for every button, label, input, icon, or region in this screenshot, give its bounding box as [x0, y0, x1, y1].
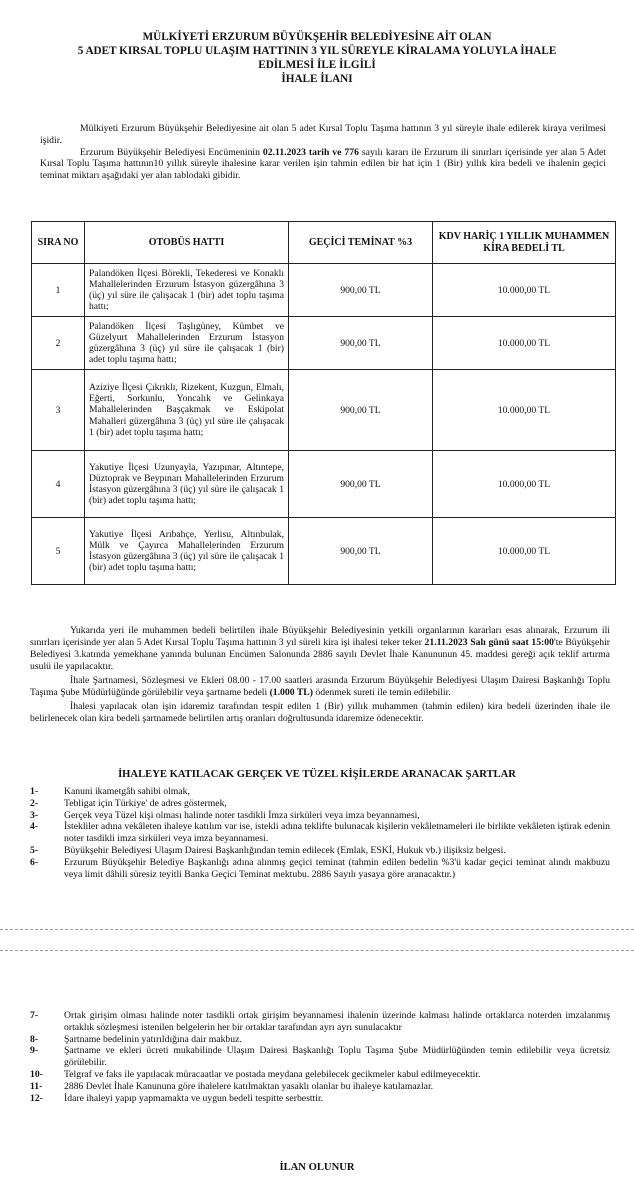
- requirement-number: 7-: [30, 1010, 39, 1021]
- tender-date: 21.11.2023 Salı günü saat 15:00: [424, 637, 554, 648]
- requirement-item: [30, 786, 610, 798]
- sira-no-cell: 4: [32, 451, 85, 518]
- deposit-cell: 900,00 TL: [289, 317, 433, 370]
- title-line-4: İHALE İLANI: [281, 73, 353, 85]
- deposit-cell: 900,00 TL: [289, 264, 433, 317]
- requirement-text: Şartname ve ekleri ücreti mukabilinde Ulaşım Dairesi Başkanlığı Toplu Taşıma Şube Müdürlüğünden temin edilebilir veya ücretsiz görülebilir.: [64, 1045, 610, 1069]
- deposit-cell: 900,00 TL: [289, 451, 433, 518]
- body-paragraph-1: [30, 625, 610, 673]
- requirement-text: Tebligat için Türkiye' de adres göstermek,: [64, 797, 227, 809]
- sira-no-cell: 5: [32, 518, 85, 585]
- requirement-item: [30, 1069, 610, 1081]
- requirement-text: Gerçek veya Tüzel kişi olması halinde noter tasdikli İmza sirküleri veya imza beyannamesi,: [64, 809, 420, 821]
- table-row: [32, 370, 616, 451]
- route-cell: Palandöken İlçesi Börekli, Tekederesi ve Konaklı Mahallelerinden Erzurum İstasyon güzergâhına 3 (üç) yıl süre ile çalışacak 1 (bir) adet toplu taşıma hattı;: [85, 264, 289, 317]
- tender-table: [31, 221, 616, 585]
- requirement-item: [30, 1093, 610, 1105]
- requirement-number: 11-: [30, 1080, 43, 1092]
- body-p2-text-c: ödenmek sureti ile temin edilebilir.: [312, 687, 451, 698]
- table-row: [32, 451, 616, 518]
- requirement-item: [30, 1045, 610, 1069]
- requirements-heading: İHALEYE KATILACAK GERÇEK VE TÜZEL KİŞİLERDE ARANACAK ŞARTLAR: [118, 769, 516, 780]
- requirement-item: [30, 857, 610, 881]
- header-no: SIRA NO: [32, 222, 85, 264]
- title-line-1: MÜLKİYETİ ERZURUM BÜYÜKŞEHİR BELEDİYESİNE AİT OLAN: [142, 31, 492, 43]
- requirement-number: 6-: [30, 856, 39, 868]
- requirement-number: 5-: [30, 844, 39, 856]
- header-rent: KDV HARİÇ 1 YILLIK MUHAMMEN KİRA BEDELİ TL: [433, 222, 616, 264]
- requirement-text: İdare ihaleyi yapıp yapmamakta ve uygun bedeli tespitte serbesttir.: [64, 1092, 324, 1104]
- sira-no-cell: 3: [32, 370, 85, 451]
- requirement-number: 3-: [30, 809, 39, 821]
- requirement-text: Ortak girişim olması halinde noter tasdikli ortak girişim beyannamesi ihalenin üzerinde kalması halinde ortaklarca noterden imzalanmış ortaklık sözleşmesi istenilen belgelerin her bir ortaklar tarafından ayrı ayrı sunulacaktır: [64, 1010, 610, 1033]
- route-cell: Yakutiye İlçesi Uzunyayla, Yazıpınar, Altıntepe, Düztoprak ve Beypınarı Mahallelerinden Erzurum İstasyon güzergâhına 3 (üç) yıl süre ile çalışacak 1 (bir) adet toplu taşıma hattı;: [85, 451, 289, 518]
- table-row: [32, 317, 616, 370]
- route-cell: Palandöken İlçesi Taşlıgüney, Kümbet ve Güzelyurt Mahallelerinden Erzurum İstasyon güzergâhına 3 (üç) yıl süre ile çalışacak 1 (bir) adet toplu taşıma hattı;: [85, 317, 289, 370]
- closing-text: İLAN OLUNUR: [279, 1162, 355, 1173]
- table-row: [32, 264, 616, 317]
- rent-cell: 10.000,00 TL: [433, 264, 616, 317]
- requirement-text: Erzurum Büyükşehir Belediye Başkanlığı adına alınmış geçici teminat (tahmin edilen bedelin %3'ü kadar geçici teminat alındı makbuzu veya limit dâhili süresiz teyitli Banka Geçici Teminat mektubu. 2886 Sayılı yasaya göre aranacaktır.): [64, 856, 610, 880]
- intro-section: [40, 123, 606, 182]
- route-cell: Aziziye İlçesi Çıkrıklı, Rizekent, Kuzgun, Elmalı, Eğerti, Sorkunlu, Yoncalık ve Gelinkaya Mahallelerinden Başçakmak ve Eskipolat Mahalleri güzergâhına 3 (üç) yıl süre ile çalışacak 1 (bir) adet toplu taşıma hattı;: [85, 370, 289, 451]
- requirement-item: [30, 821, 610, 845]
- requirement-number: 12-: [30, 1092, 43, 1104]
- sira-no-cell: 1: [32, 264, 85, 317]
- council-decision-date: 02.11.2023 tarih ve 776: [262, 146, 359, 158]
- table-header-row: [32, 222, 616, 264]
- rent-cell: 10.000,00 TL: [433, 451, 616, 518]
- requirement-item: [30, 798, 610, 810]
- specification-fee: (1.000 TL): [269, 687, 313, 698]
- body-section: [30, 625, 610, 727]
- body-p1-text-c: 'te Büyükşehir Belediyesi 3.katında yemekhane yanında bulunan Encümen Salonunda 2886 sayılı Devlet İhale Kanununun 45. maddesi gereği açık teklif artırma usulü ile yapılacaktır.: [30, 637, 611, 672]
- rent-cell: 10.000,00 TL: [433, 317, 616, 370]
- requirement-item: [30, 810, 610, 822]
- requirement-number: 4-: [30, 821, 39, 833]
- requirements-list-2: [30, 1010, 610, 1104]
- requirement-number: 9-: [30, 1045, 39, 1057]
- requirement-text: Şartname bedelinin yatırıldığına dair makbuz.: [64, 1033, 242, 1045]
- requirement-text: Büyükşehir Belediyesi Ulaşım Dairesi Başkanlığından temin edilecek (Emlak, ESKİ, Hukuk vb.) ilişiksiz belgesi.: [64, 844, 506, 856]
- page-separator: [0, 929, 634, 951]
- requirement-text: Kanuni ikametgâh sahibi olmak,: [64, 786, 190, 797]
- header-route: OTOBÜS HATTI: [85, 222, 289, 264]
- requirement-item: [30, 1034, 610, 1046]
- header-deposit: GEÇİCİ TEMİNAT %3: [289, 222, 433, 264]
- intro-p2-text-a: Erzurum Büyükşehir Belediyesi Encümeninin: [80, 146, 263, 158]
- table-body: [32, 264, 616, 585]
- document-title: [40, 30, 594, 86]
- requirement-text: 2886 Devlet İhale Kanununa göre ihalelere katılmaktan yasaklı olanlar bu ihaleye katılamazlar.: [64, 1080, 434, 1092]
- requirement-item: [30, 1010, 610, 1034]
- intro-paragraph-2: [40, 147, 606, 182]
- requirement-number: 1-: [30, 786, 39, 797]
- requirements-list-1: [30, 786, 610, 880]
- sira-no-cell: 2: [32, 317, 85, 370]
- body-paragraph-2: [30, 675, 610, 699]
- requirement-item: [30, 1081, 610, 1093]
- requirement-number: 10-: [30, 1068, 43, 1080]
- route-cell: Yakutiye İlçesi Arıbahçe, Yerlisu, Altınbulak, Mülk ve Çayırca Mahallelerinden Erzurum İstasyon güzergâhına 3 (üç) yıl süre ile çalışacak 1 (bir) adet toplu taşıma hattı;: [85, 518, 289, 585]
- requirement-item: [30, 845, 610, 857]
- requirement-text: İstekliler adına vekâleten ihaleye katılım var ise, istekli adına teklifte bulunacak kişilerin vekâletnameleri ile birlikte vekâleten iştirak edenin noter tasdikli imza sirküleri veya imza beyannamesi.: [64, 821, 610, 845]
- title-line-3: EDİLMESİ İLE İLGİLİ: [258, 59, 376, 71]
- deposit-cell: 900,00 TL: [289, 518, 433, 585]
- rent-cell: 10.000,00 TL: [433, 518, 616, 585]
- title-line-2: 5 ADET KIRSAL TOPLU ULAŞIM HATTININ 3 YIL SÜREYLE KİRALAMA YOLUYLA İHALE: [77, 45, 557, 57]
- body-paragraph-3: İhalesi yapılacak olan işin idaremiz tarafından tespit edilen 1 (Bir) yıllık muhammen (tahmin edilen) kira bedeli üzerinden ihale ile belirlenecek olan kira bedeli şartnamede belirtilen artış oranları doğrultusunda idaremize ödenecektir.: [30, 701, 610, 724]
- body-p2-text-a: İhale Şartnamesi, Sözleşmesi ve Ekleri 08.00 - 17.00 saatleri arasında Erzurum Büyükşehir Belediyesi Ulaşım Dairesi Başkanlığı Toplu Taşıma Şube Müdürlüğünde görülebilir veya şartname bedeli: [30, 675, 610, 698]
- deposit-cell: 900,00 TL: [289, 370, 433, 451]
- intro-paragraph-1: Mülkiyeti Erzurum Büyükşehir Belediyesine ait olan 5 adet Kırsal Toplu Taşıma hattının 3 yıl süreyle ihale edilerek kiraya verilmesi işidir.: [40, 123, 606, 146]
- table-row: [32, 518, 616, 585]
- intro-p2-text-c: sayılı kararı ile Erzurum ili sınırları içerisinde yer alan 5 Adet Kırsal Toplu Taşıma hattının10 yıllık süreyle ihalesine karar verilen işin tahmin edilen bir hat için 1 (Bir) yıllık kira bedeli ve ihalenin geçici teminat miktarı aşağıdaki yer alan tablodaki gibidir.: [40, 146, 607, 182]
- body-p1-text-a: Yukarıda yeri ile muhammen bedeli belirtilen ihale Büyükşehir Belediyesinin yetkili organlarının kararları esas alınarak, Erzurum ili sınırları içerisinde yer alan 5 Adet Kırsal Toplu Taşıma hattının 3 yıl süreli kira işi ihalesi teker teker: [30, 625, 610, 648]
- requirement-text: Telgraf ve faks ile yapılacak müracaatlar ve postada meydana gelebilecek gecikmeler kabul edilmeyecektir.: [64, 1068, 481, 1080]
- requirement-number: 2-: [30, 797, 39, 809]
- requirement-number: 8-: [30, 1033, 39, 1045]
- rent-cell: 10.000,00 TL: [433, 370, 616, 451]
